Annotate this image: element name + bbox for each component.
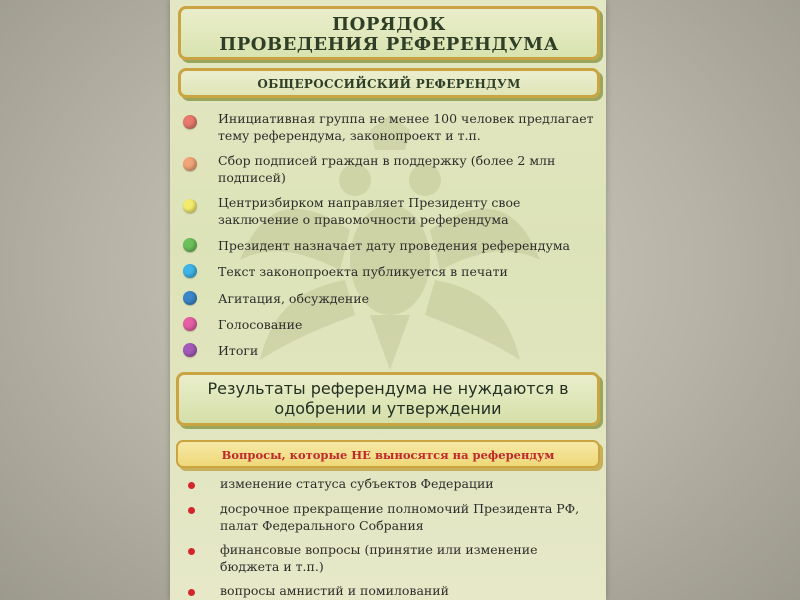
poster xyxy=(170,0,606,600)
step-marker xyxy=(183,317,197,331)
questions-heading xyxy=(176,440,600,468)
step-text: Президент назначает дату проведения референдума xyxy=(218,238,570,253)
bullet-icon xyxy=(188,482,195,489)
step-text: Голосование xyxy=(218,317,303,332)
bullet-icon xyxy=(188,507,195,514)
bullet-icon xyxy=(188,589,195,596)
title-line-1: ПОРЯДОК xyxy=(332,14,446,35)
step-text: Сбор подписей граждан в поддержку (более 2 млн подписей) xyxy=(218,153,556,185)
step-text: Итоги xyxy=(218,343,259,358)
step-text: Текст законопроекта публикуется в печати xyxy=(218,264,508,279)
result-callout xyxy=(176,372,600,426)
bullet-icon xyxy=(188,548,195,555)
result-line-1: Результаты референдума не нуждаются в xyxy=(207,379,569,398)
step-text: Инициативная группа не менее 100 человек предлагает тему референдума, законопроект и т.п. xyxy=(218,111,594,143)
question-text: досрочное прекращение полномочий Президента РФ, палат Федерального Собрания xyxy=(220,501,580,533)
questions-heading-text: Вопросы, которые НЕ выносятся на референдум xyxy=(221,448,555,462)
poster-title xyxy=(178,6,600,60)
step-marker xyxy=(183,199,197,213)
question-text: изменение статуса субъектов Федерации xyxy=(220,476,494,491)
step-marker xyxy=(183,291,197,305)
question-text: вопросы амнистий и помилований xyxy=(220,583,449,598)
title-line-2: ПРОВЕДЕНИЯ РЕФЕРЕНДУМА xyxy=(219,34,559,55)
result-line-2: одобрении и утверждении xyxy=(274,399,502,418)
step-marker xyxy=(183,264,197,278)
step-marker xyxy=(183,157,197,171)
step-text: Центризбирком направляет Президенту свое заключение о правомочности референдума xyxy=(218,195,521,227)
step-marker xyxy=(183,343,197,357)
step-text: Агитация, обсуждение xyxy=(218,291,369,306)
section-heading xyxy=(178,68,600,98)
step-marker xyxy=(183,238,197,252)
step-marker xyxy=(183,115,197,129)
section-heading-text: ОБЩЕРОССИЙСКИЙ РЕФЕРЕНДУМ xyxy=(257,77,521,91)
question-text: финансовые вопросы (принятие или изменение бюджета и т.п.) xyxy=(220,542,538,574)
